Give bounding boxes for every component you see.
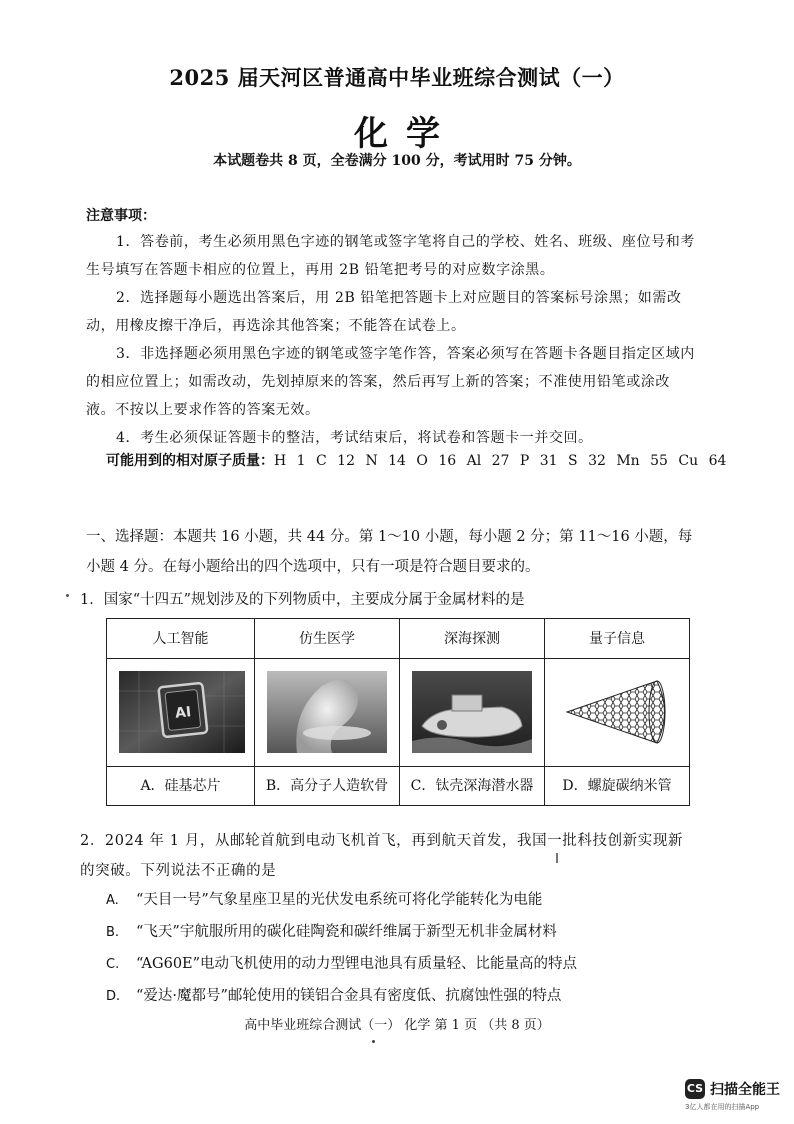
- table-header-deep-sea: 深海探测: [400, 619, 545, 659]
- question-1-stem: 1．国家“十四五”规划涉及的下列物质中，主要成分属于金属材料的是: [80, 592, 525, 608]
- nanotube-image: [557, 671, 677, 753]
- option-b: B．高分子人造软骨: [255, 767, 400, 805]
- q2-option-d: [106, 984, 561, 1005]
- atomic-mass-line: [106, 450, 726, 470]
- option-d: D．螺旋碳纳米管: [562, 778, 672, 794]
- table-header-quantum: 量子信息: [545, 619, 689, 659]
- notice-heading: 注意事项：: [86, 208, 156, 224]
- cartilage-image: [267, 671, 387, 753]
- cartilage-image-cell: [255, 659, 400, 767]
- footer-dot: [372, 1040, 375, 1043]
- submersible-image-cell: [400, 659, 545, 767]
- scanner-name: 扫描全能王: [710, 1081, 780, 1098]
- subject-title: 化学: [354, 114, 458, 154]
- chip-image-cell: [107, 659, 255, 767]
- option-c: C．钛壳深海潜水器: [400, 767, 545, 805]
- scanner-logo-icon: CS: [685, 1079, 705, 1099]
- exam-title: 2025 届天河区普通高中毕业班综合测试（一）: [169, 65, 625, 90]
- scanner-tagline: 3亿人都在用的扫描App: [685, 1103, 760, 1111]
- atomic-mass-label: 可能用到的相对原子质量：: [106, 453, 274, 469]
- nanotube-image-cell: [545, 659, 689, 767]
- q2-option-b: [106, 920, 557, 941]
- submersible-image: [412, 671, 532, 753]
- margin-mark: [66, 594, 69, 597]
- scanner-watermark: [685, 1078, 780, 1111]
- notice-item-1: 1．答卷前，考生必须用黑色字迹的钢笔或签字笔将自己的学校、姓名、班级、座位号和考生号填写在答题卡相应的位置上，再用 2B 铅笔把考号的对应数字涂黑。: [86, 234, 695, 278]
- question-1-table: [106, 618, 690, 806]
- scan-mark: [556, 853, 558, 863]
- q2-option-c-text: “AG60E”电动飞机使用的动力型锂电池具有质量轻、比能量高的特点: [136, 956, 578, 972]
- table-header-biomedicine: 仿生医学: [255, 619, 400, 659]
- option-a: A．硅基芯片: [107, 767, 255, 805]
- q2-option-a: [106, 888, 542, 909]
- q2-option-a-label: A.: [106, 893, 119, 908]
- table-header-ai: 人工智能: [107, 619, 255, 659]
- notice-item-2: 2．选择题每小题选出答案后，用 2B 铅笔把答题卡上对应题目的答案标号涂黑；如需改动，用橡皮擦干净后，再选涂其他答案；不能答在试卷上。: [86, 290, 682, 334]
- q2-option-d-text: “爱达·魔都号”邮轮使用的镁铝合金具有密度低、抗腐蚀性强的特点: [136, 988, 562, 1004]
- question-2-stem: 2．2024 年 1 月，从邮轮首航到电动飞机首飞，再到航天首发，我国一批科技创新实现新的突破。下列说法不正确的是: [80, 833, 684, 879]
- notice-item-4: 4．考生必须保证答题卡的整洁，考试结束后，将试卷和答题卡一并交回。: [116, 430, 593, 446]
- ai-chip-image: [119, 671, 245, 753]
- q2-option-d-label: D.: [106, 989, 121, 1004]
- section-1-heading: 一、选择题：本题共 16 小题，共 44 分。第 1～10 小题，每小题 2 分；第 11～16 小题，每小题 4 分。在每小题给出的四个选项中，只有一项是符合题目要求的。: [86, 529, 693, 575]
- notice-item-3: 3．非选择题必须用黑色字迹的钢笔或签字笔作答，答案必须写在答题卡各题目指定区域内的相应位置上；如需改动，先划掉原来的答案，然后再写上新的答案；不准使用铅笔或涂改液。不按以上要求作答的答案无效。: [86, 346, 695, 418]
- atomic-mass-values: H 1 C 12 N 14 O 16 Al 27 P 31 S 32 Mn 55 Cu 64: [274, 453, 727, 469]
- q2-option-b-label: B.: [106, 925, 120, 940]
- q2-option-b-text: “飞天”宇航服所用的碳化硅陶瓷和碳纤维属于新型无机非金属材料: [136, 924, 557, 940]
- chip-label: AI: [174, 704, 193, 722]
- q2-option-c: [106, 952, 577, 973]
- page-footer: 高中毕业班综合测试（一） 化学 第 1 页 （共 8 页）: [244, 1018, 550, 1033]
- q2-option-a-text: “天目一号”气象星座卫星的光伏发电系统可将化学能转化为电能: [136, 892, 543, 908]
- q2-option-c-label: C.: [106, 957, 120, 972]
- exam-info: 本试题卷共 8 页，全卷满分 100 分，考试用时 75 分钟。: [213, 153, 581, 169]
